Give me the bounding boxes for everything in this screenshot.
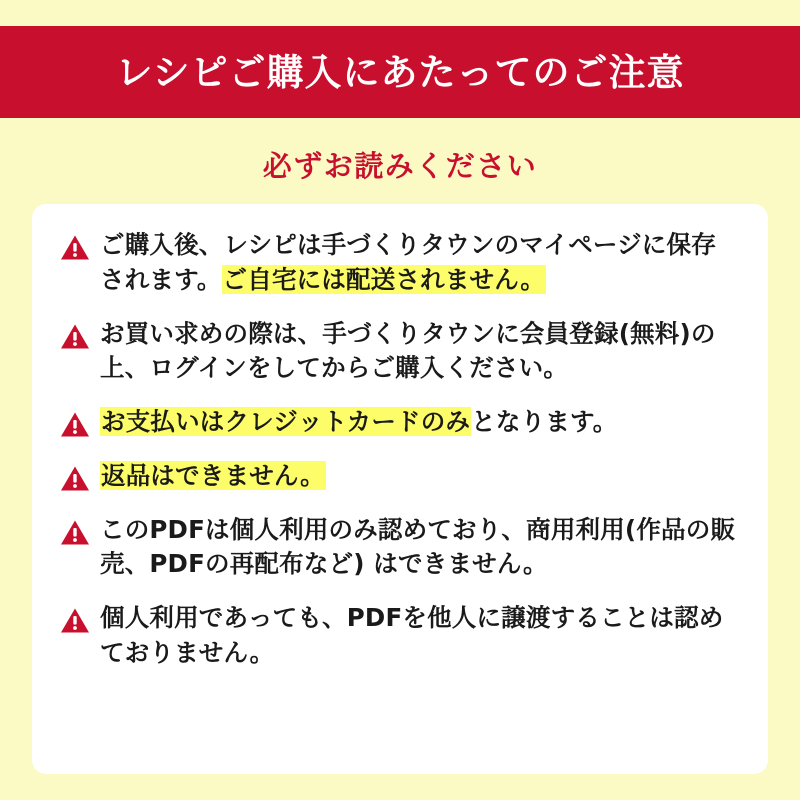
notice-text: [100, 601, 740, 671]
highlighted-text: お支払いはクレジットカードのみ: [101, 407, 471, 437]
plain-text: このPDFは個人利用のみ認めており、商用利用(作品の販売、PDFの再配布など) はできません。: [100, 514, 736, 579]
notice-card: [32, 204, 768, 774]
notice-item: [60, 459, 740, 494]
notice-text: [100, 405, 617, 440]
notice-item: [60, 513, 740, 583]
notice-text: [100, 513, 740, 583]
notice-item: [60, 601, 740, 671]
warning-triangle-icon: [60, 323, 90, 350]
notice-item: [60, 405, 740, 440]
notice-text: [100, 459, 326, 494]
notice-list: [60, 228, 740, 671]
warning-triangle-icon: [60, 607, 90, 634]
warning-triangle-icon: [60, 234, 90, 261]
highlighted-text: ご自宅には配送されません。: [222, 264, 546, 294]
warning-triangle-icon: [60, 465, 90, 492]
plain-text: となります。: [471, 407, 618, 437]
plain-text: ご購入後、レシピは手づくりタウンのマイページに保存されます。: [100, 230, 716, 294]
notice-text: [100, 228, 740, 298]
notice-item: [60, 317, 740, 387]
warning-triangle-icon: [60, 519, 90, 546]
plain-text: お買い求めの際は、手づくりタウンに会員登録(無料)の上、ログインをしてからご購入ください。: [100, 318, 716, 383]
plain-text: 個人利用であっても、PDFを他人に譲渡することは認めておりません。: [100, 603, 724, 668]
subtitle: 必ずお読みください: [262, 149, 538, 183]
notice-text: [100, 317, 740, 387]
notice-item: [60, 228, 740, 298]
highlighted-text: 返品はできません。: [101, 460, 325, 490]
header-banner: [0, 26, 800, 118]
warning-triangle-icon: [60, 411, 90, 438]
page-title: レシピご購入にあたってのご注意: [115, 50, 685, 94]
